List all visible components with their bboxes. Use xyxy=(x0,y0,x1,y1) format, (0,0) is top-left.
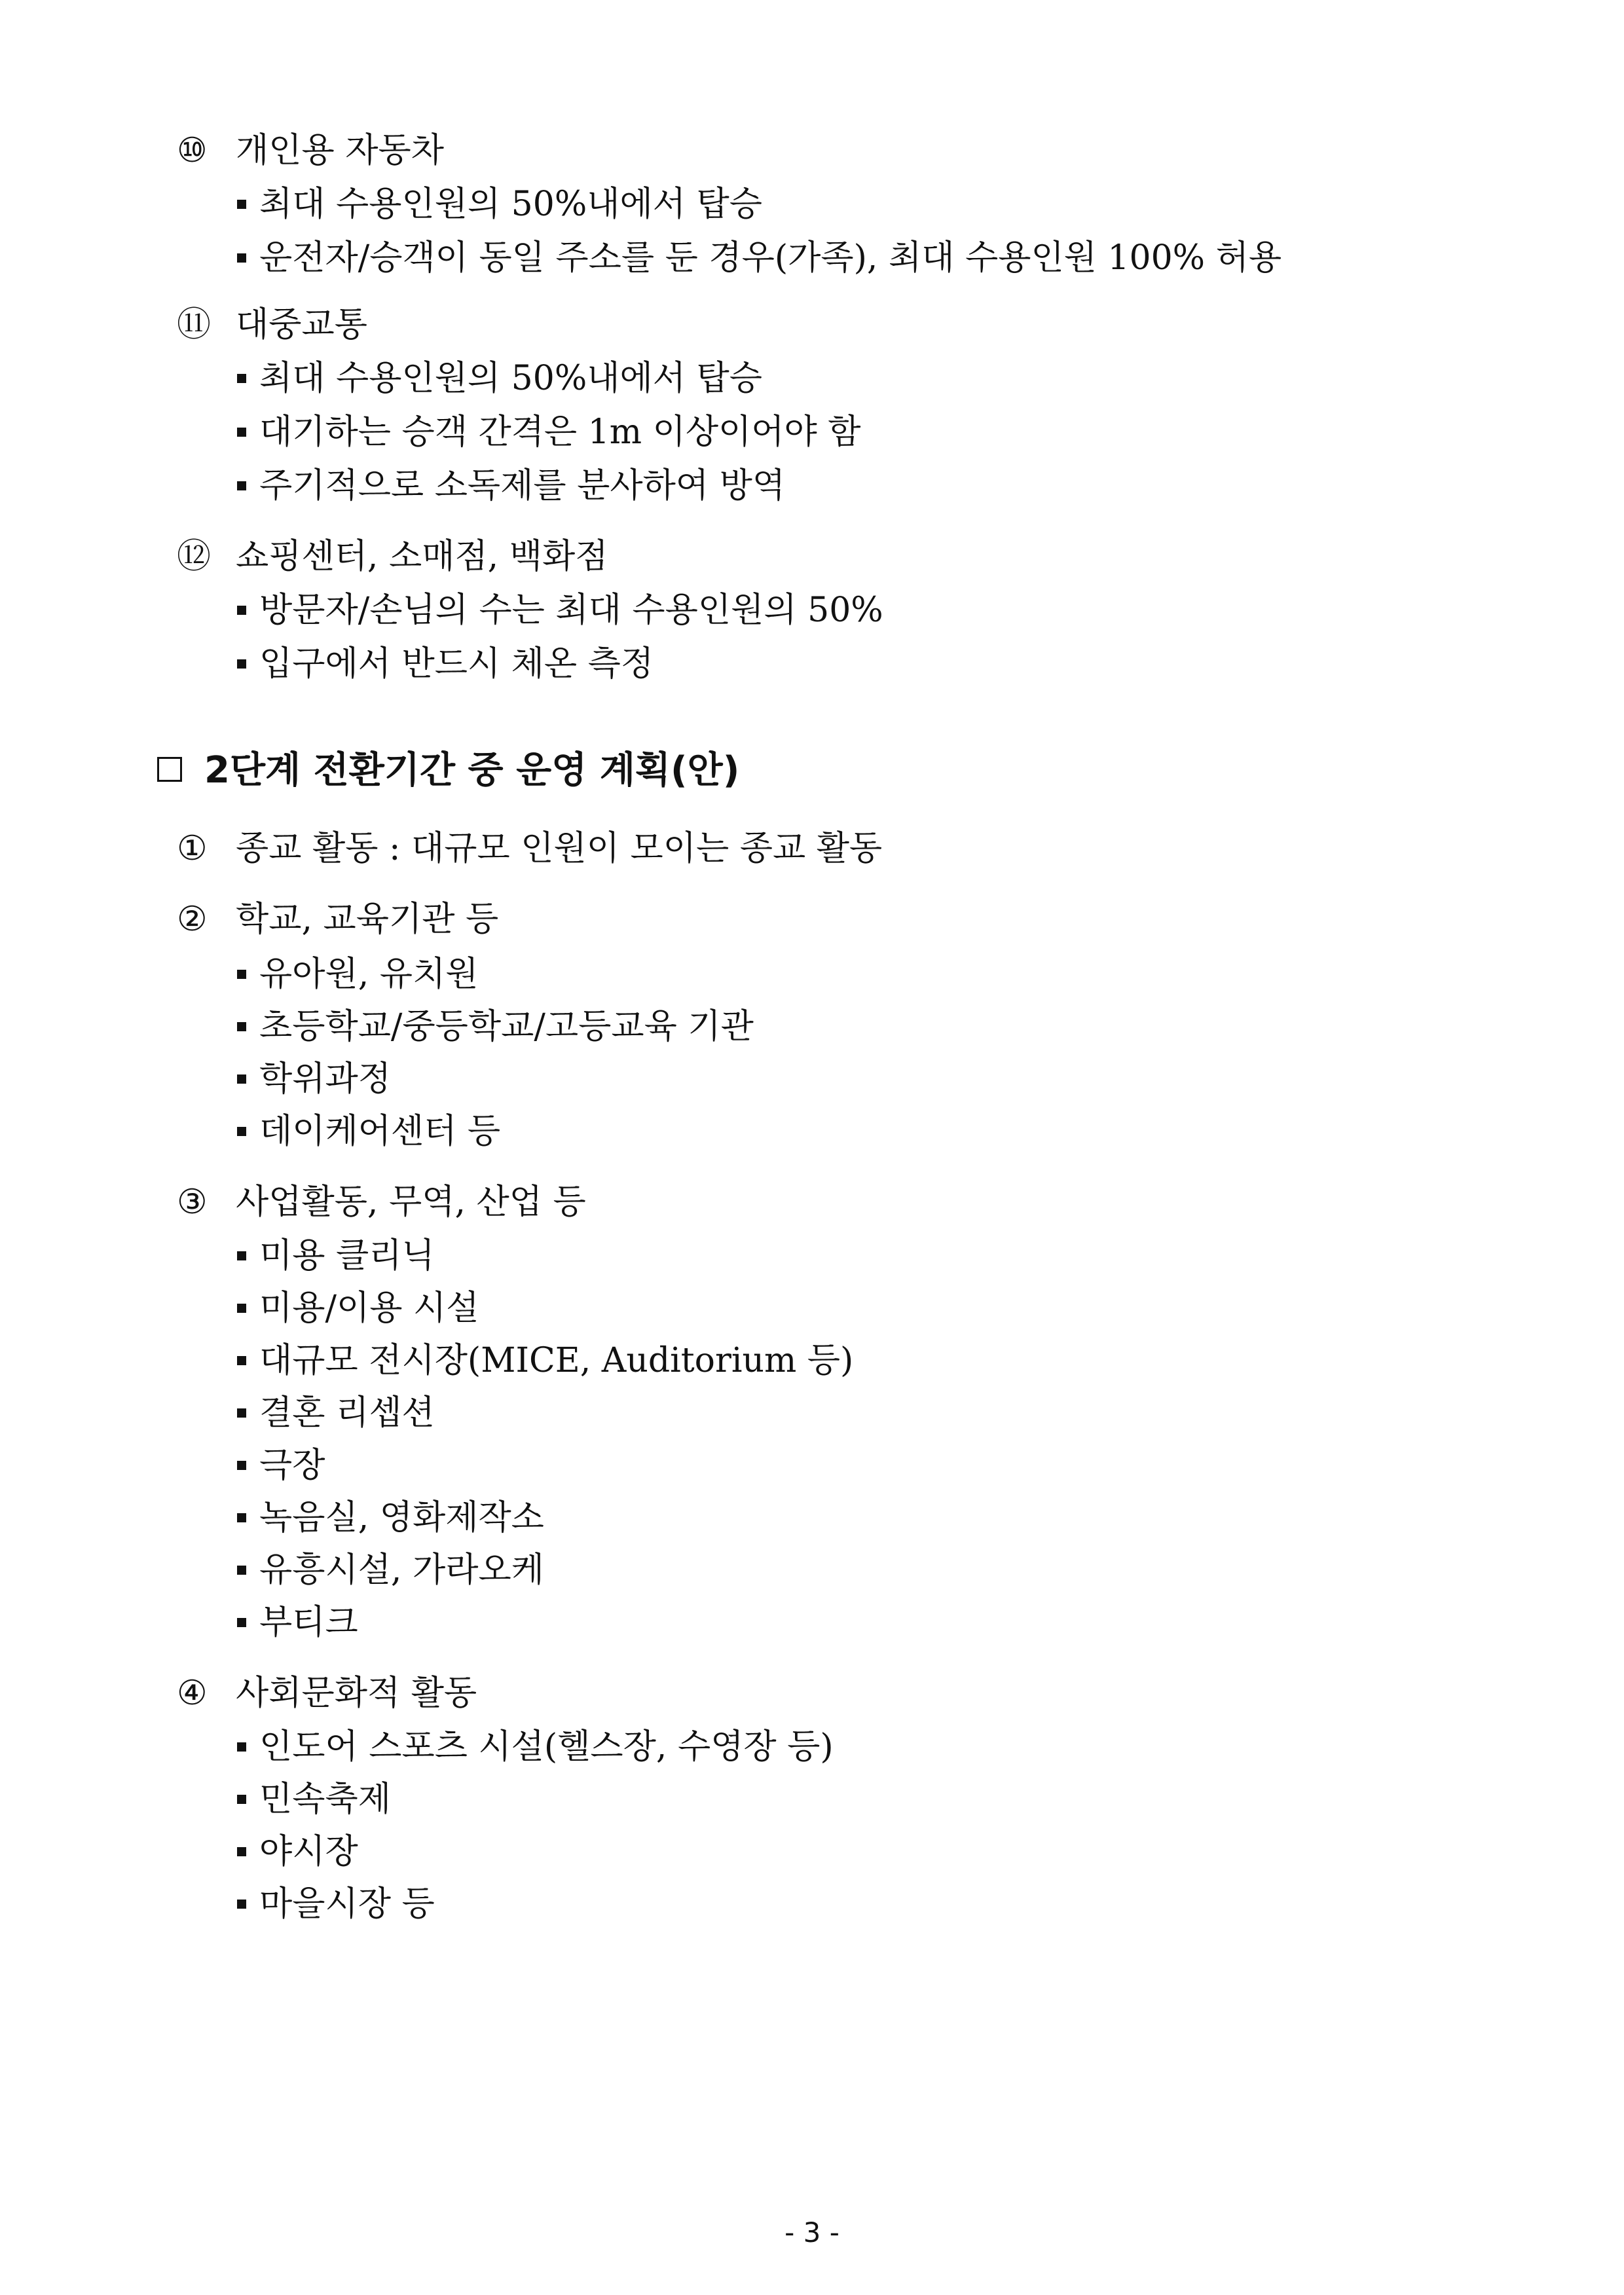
list-item-number: ① xyxy=(177,829,208,868)
bullet-square-icon xyxy=(237,253,246,263)
list-item-number: ⑪ xyxy=(177,305,212,344)
bullet-square-icon xyxy=(237,1513,246,1522)
bullet-square-icon xyxy=(237,606,246,615)
bullet-square-icon xyxy=(237,659,246,669)
section-heading xyxy=(157,748,739,794)
list-item-title: 사회문화적 활동 xyxy=(236,1674,477,1713)
bullet-text: 유아원, 유치원 xyxy=(259,955,479,994)
list-item-heading xyxy=(177,1181,586,1223)
bullet-text: 마을시장 등 xyxy=(259,1884,435,1924)
bullet-square-icon xyxy=(237,1251,246,1260)
list-item-title: 사업활동, 무역, 산업 등 xyxy=(236,1183,586,1222)
bullet-square-icon xyxy=(237,428,246,437)
list-item-title: 학교, 교육기관 등 xyxy=(236,900,499,939)
bullet-text: 방문자/손님의 수는 최대 수용인원의 50% xyxy=(259,591,883,630)
bullet-square-icon xyxy=(237,1074,246,1084)
bullet-text: 최대 수용인원의 50%내에서 탑승 xyxy=(259,185,762,224)
bullet-item xyxy=(237,1549,544,1591)
bullet-item xyxy=(237,1444,325,1486)
bullet-item xyxy=(237,1392,435,1434)
bullet-item xyxy=(237,1726,834,1768)
bullet-item xyxy=(237,589,883,631)
bullet-text: 학위과정 xyxy=(259,1059,391,1099)
bullet-text: 주기적으로 소독제를 분사하여 방역 xyxy=(259,466,786,505)
bullet-text: 운전자/승객이 동일 주소를 둔 경우(가족), 최대 수용인원 100% 허용 xyxy=(259,238,1282,278)
bullet-text: 대규모 전시장(MICE, Auditorium 등) xyxy=(259,1341,854,1380)
bullet-item xyxy=(237,1287,479,1329)
bullet-item xyxy=(237,1831,358,1873)
bullet-square-icon xyxy=(237,1566,246,1575)
bullet-text: 미용/이용 시설 xyxy=(259,1289,479,1328)
bullet-item xyxy=(237,411,861,453)
page-number: - 3 - xyxy=(784,2216,840,2249)
list-item-title: 대중교통 xyxy=(236,305,367,344)
bullet-text: 민속축제 xyxy=(259,1780,391,1819)
bullet-square-icon xyxy=(237,1461,246,1470)
checkbox-square-icon xyxy=(157,757,182,782)
bullet-square-icon xyxy=(237,200,246,209)
bullet-square-icon xyxy=(237,1795,246,1804)
list-item-title: 개인용 자동차 xyxy=(236,131,444,170)
bullet-square-icon xyxy=(237,1408,246,1418)
bullet-text: 최대 수용인원의 50%내에서 탑승 xyxy=(259,359,762,398)
bullet-text: 녹음실, 영화제작소 xyxy=(259,1498,544,1537)
list-item-title: 종교 활동 : 대규모 인원이 모이는 종교 활동 xyxy=(236,829,883,868)
list-item-heading xyxy=(177,130,444,172)
bullet-item xyxy=(237,183,762,225)
bullet-square-icon xyxy=(237,1356,246,1365)
list-item-heading xyxy=(177,536,608,578)
bullet-text: 입구에서 반드시 체온 측정 xyxy=(259,644,654,684)
list-item-number: ② xyxy=(177,900,208,939)
bullet-item xyxy=(237,643,654,685)
bullet-item xyxy=(237,465,785,507)
bullet-item xyxy=(237,1340,853,1382)
bullet-text: 유흥시설, 가라오케 xyxy=(259,1551,544,1590)
list-item-number: ⑩ xyxy=(177,131,208,170)
bullet-item xyxy=(237,1235,435,1277)
bullet-item xyxy=(237,237,1282,279)
bullet-square-icon xyxy=(237,1900,246,1909)
list-item-number: ⑫ xyxy=(177,537,212,576)
bullet-text: 부티크 xyxy=(259,1603,358,1642)
bullet-square-icon xyxy=(237,1618,246,1627)
list-item-number: ④ xyxy=(177,1674,208,1713)
list-item-heading xyxy=(177,304,367,346)
bullet-text: 결혼 리셉션 xyxy=(259,1393,435,1433)
bullet-square-icon xyxy=(237,374,246,383)
bullet-text: 초등학교/중등학교/고등교육 기관 xyxy=(259,1007,754,1046)
bullet-item xyxy=(237,953,478,995)
list-item-heading xyxy=(177,828,882,870)
bullet-item xyxy=(237,358,762,399)
bullet-item xyxy=(237,1602,358,1643)
list-item-number: ③ xyxy=(177,1183,208,1222)
bullet-square-icon xyxy=(237,1022,246,1031)
bullet-item xyxy=(237,1058,391,1100)
bullet-text: 인도어 스포츠 시설(헬스장, 수영장 등) xyxy=(259,1727,834,1767)
section-title: 2단계 전환기간 중 운영 계획(안) xyxy=(204,749,740,792)
bullet-item xyxy=(237,1497,544,1539)
bullet-text: 야시장 xyxy=(259,1832,358,1871)
bullet-text: 데이케어센터 등 xyxy=(259,1112,501,1151)
bullet-item xyxy=(237,1006,754,1048)
bullet-square-icon xyxy=(237,1742,246,1752)
bullet-text: 극장 xyxy=(259,1446,325,1485)
bullet-text: 대기하는 승객 간격은 1m 이상이어야 함 xyxy=(259,413,861,452)
bullet-text: 미용 클리닉 xyxy=(259,1236,435,1276)
bullet-square-icon xyxy=(237,481,246,490)
bullet-item xyxy=(237,1883,435,1925)
bullet-square-icon xyxy=(237,1304,246,1313)
bullet-square-icon xyxy=(237,970,246,979)
bullet-item xyxy=(237,1778,391,1820)
bullet-item xyxy=(237,1111,500,1152)
bullet-square-icon xyxy=(237,1127,246,1136)
list-item-heading xyxy=(177,1672,477,1714)
list-item-heading xyxy=(177,898,498,940)
list-item-title: 쇼핑센터, 소매점, 백화점 xyxy=(236,537,608,576)
bullet-square-icon xyxy=(237,1847,246,1856)
